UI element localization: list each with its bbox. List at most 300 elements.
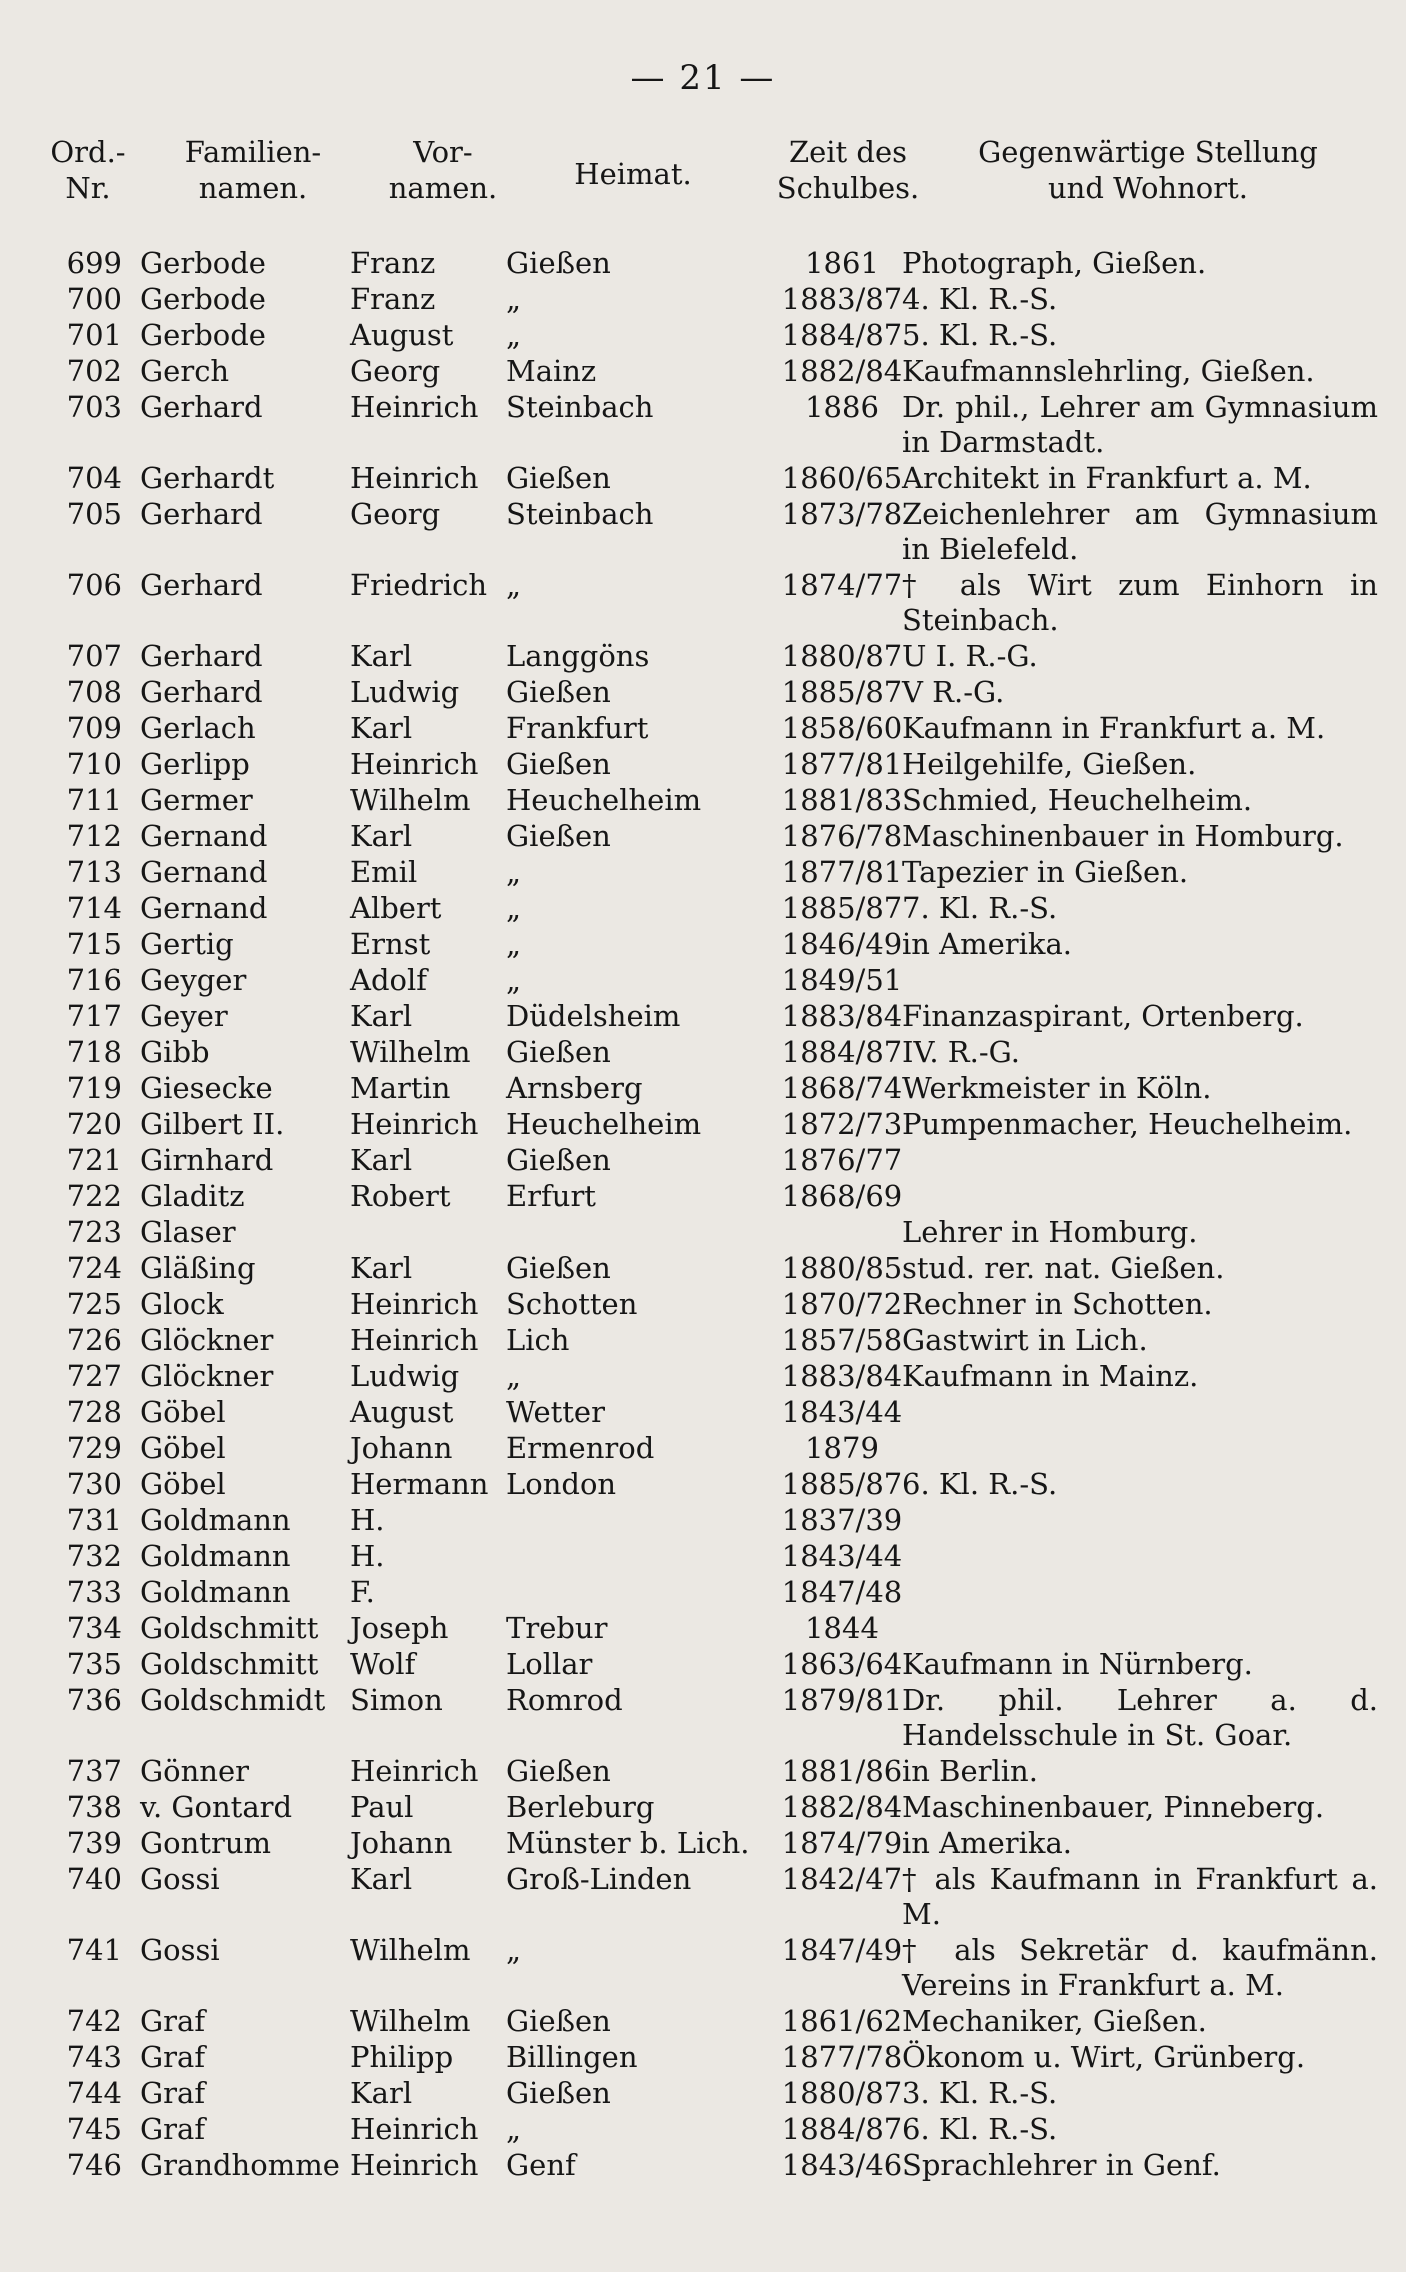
row-zeit: 1885/87 [781,891,903,925]
row-number: 736 [66,1683,122,1717]
row-familienname: Grandhomme [140,2148,340,2182]
table-row [48,318,1378,354]
row-vorname: Georg [350,497,441,531]
row-number: 731 [66,1503,122,1537]
table-row [48,461,1378,497]
table-header [48,134,1368,224]
row-vorname: Georg [350,354,441,388]
row-familienname: Girnhard [140,1143,274,1177]
row-heimat: Schotten [506,1287,638,1321]
row-zeit: 1877/81 [781,747,903,781]
row-zeit: 1881/83 [781,783,903,817]
page-number: — 21 — [630,58,776,98]
table-row [48,1790,1378,1826]
row-zeit: 1877/78 [781,2040,903,2074]
row-number: 706 [66,568,122,602]
table-row [48,855,1378,891]
row-familienname: Graf [140,2040,206,2074]
row-heimat: „ [506,1359,522,1393]
table-row [48,1683,1378,1754]
header-vornamen: Vor- namen. [388,135,498,205]
row-stellung: 6. Kl. R.-S. [902,2112,1058,2146]
row-heimat: Gießen [506,675,611,709]
row-heimat: „ [506,927,522,961]
row-heimat: Gießen [506,246,611,280]
table-row [48,1215,1378,1251]
row-heimat: Billingen [506,2040,638,2074]
row-number: 735 [66,1647,122,1681]
row-zeit: 1874/77 [781,568,903,602]
table-row [48,568,1378,639]
row-familienname: Geyer [140,999,228,1033]
row-zeit: 1847/48 [781,1575,903,1609]
row-zeit: 1885/87 [781,1467,903,1501]
row-number: 703 [66,390,122,424]
row-vorname: Wilhelm [350,2004,471,2038]
row-familienname: Geyger [140,963,247,997]
row-vorname: Hermann [350,1467,489,1501]
row-stellung: Gastwirt in Lich. [902,1323,1148,1357]
row-stellung: Schmied, Heuchelheim. [902,783,1253,817]
row-stellung: V R.-G. [902,675,1005,709]
row-familienname: Glock [140,1287,224,1321]
row-heimat: „ [506,855,522,889]
row-familienname: Gertig [140,927,234,961]
row-heimat: Trebur [506,1611,608,1645]
row-heimat: Mainz [506,354,597,388]
row-zeit: 1861/62 [781,2004,903,2038]
row-stellung: Architekt in Frankfurt a. M. [902,461,1312,495]
row-number: 729 [66,1431,122,1465]
row-familienname: Graf [140,2004,206,2038]
row-zeit: 1885/87 [781,675,903,709]
row-heimat: „ [506,568,522,602]
row-vorname: Simon [350,1683,443,1717]
row-stellung: Kaufmann in Mainz. [902,1359,1199,1393]
row-heimat: „ [506,963,522,997]
row-stellung: Kaufmannslehrling, Gießen. [902,354,1315,388]
row-heimat: Lich [506,1323,570,1357]
row-familienname: Goldmann [140,1575,291,1609]
row-stellung: Zeichenlehrer am Gymnasium in Bielefeld. [902,497,1378,566]
row-familienname: Göbel [140,1467,226,1501]
row-vorname: Robert [350,1179,451,1213]
row-vorname: Heinrich [350,2148,479,2182]
row-familienname: Gerhard [140,675,263,709]
row-familienname: Gladitz [140,1179,245,1213]
row-zeit: 1846/49 [781,927,903,961]
table-row [48,1754,1378,1790]
table-row [48,1359,1378,1395]
table-row [48,1933,1378,2004]
row-heimat: „ [506,282,522,316]
row-number: 704 [66,461,122,495]
row-heimat: „ [506,891,522,925]
table-row [48,1071,1378,1107]
row-number: 730 [66,1467,122,1501]
table-row [48,891,1378,927]
row-familienname: Gerhardt [140,461,275,495]
row-zeit: 1843/46 [781,2148,903,2182]
row-heimat: Gießen [506,2004,611,2038]
row-vorname: Franz [350,246,436,280]
table-row [48,1467,1378,1503]
row-number: 710 [66,747,122,781]
row-stellung: Pumpenmacher, Heuchelheim. [902,1107,1353,1141]
row-zeit: 1843/44 [781,1539,903,1573]
row-vorname: Wilhelm [350,783,471,817]
header-familiennamen: Familien- namen. [184,135,322,205]
table-row [48,497,1378,568]
row-zeit: 1868/74 [781,1071,903,1105]
row-zeit: 1876/78 [781,819,903,853]
row-familienname: Glaser [140,1215,236,1249]
row-number: 726 [66,1323,122,1357]
row-zeit: 1880/87 [781,2076,903,2110]
row-number: 708 [66,675,122,709]
row-vorname: Wilhelm [350,1035,471,1069]
table-row [48,2040,1378,2076]
row-zeit: 1882/84 [781,354,903,388]
row-zeit: 1884/87 [781,1035,903,1069]
row-number: 741 [66,1933,122,1967]
row-heimat: Heuchelheim [506,1107,702,1141]
row-familienname: Germer [140,783,253,817]
table-row [48,819,1378,855]
table-row [48,1143,1378,1179]
row-heimat: Romrod [506,1683,623,1717]
row-zeit: 1874/79 [781,1826,903,1860]
row-familienname: Gossi [140,1933,220,1967]
row-zeit: 1886 [805,390,879,424]
table-row [48,2148,1378,2184]
row-familienname: Giesecke [140,1071,273,1105]
row-stellung: Tapezier in Gießen. [902,855,1189,889]
row-vorname: Wilhelm [350,1933,471,1967]
row-familienname: Goldmann [140,1503,291,1537]
row-vorname: Heinrich [350,1323,479,1357]
row-number: 702 [66,354,122,388]
table-row [48,282,1378,318]
row-number: 743 [66,2040,122,2074]
row-number: 720 [66,1107,122,1141]
table-row [48,390,1378,461]
row-heimat: Gießen [506,461,611,495]
row-heimat: Gießen [506,1754,611,1788]
row-heimat: Steinbach [506,497,654,531]
row-heimat: „ [506,318,522,352]
row-familienname: Goldmann [140,1539,291,1573]
row-heimat: Lollar [506,1647,593,1681]
row-stellung: Kaufmann in Nürnberg. [902,1647,1253,1681]
row-stellung: Werkmeister in Köln. [902,1071,1212,1105]
row-familienname: Gilbert II. [140,1107,285,1141]
row-familienname: Gerhard [140,568,263,602]
row-heimat: Heuchelheim [506,783,702,817]
row-vorname: Heinrich [350,390,479,424]
row-vorname: Karl [350,999,413,1033]
row-number: 722 [66,1179,122,1213]
row-number: 732 [66,1539,122,1573]
row-vorname: Franz [350,282,436,316]
row-vorname: Martin [350,1071,451,1105]
row-vorname: Joseph [350,1611,449,1645]
row-vorname: Heinrich [350,461,479,495]
row-stellung: U I. R.-G. [902,639,1038,673]
row-number: 715 [66,927,122,961]
row-vorname: Karl [350,711,413,745]
row-stellung: IV. R.-G. [902,1035,1020,1069]
row-number: 714 [66,891,122,925]
row-stellung: stud. rer. nat. Gießen. [902,1251,1225,1285]
row-zeit: 1860/65 [781,461,903,495]
row-familienname: Gerlach [140,711,256,745]
row-familienname: Gontrum [140,1826,271,1860]
row-number: 745 [66,2112,122,2146]
row-vorname: Adolf [350,963,427,997]
row-vorname: Karl [350,819,413,853]
row-vorname: August [350,318,454,352]
row-heimat: Wetter [506,1395,605,1429]
row-heimat: Gießen [506,2076,611,2110]
table-row [48,711,1378,747]
row-stellung: † als Wirt zum Einhorn in Steinbach. [902,568,1378,637]
row-stellung: Dr. phil., Lehrer am Gymnasium in Darmstadt. [902,390,1378,459]
row-heimat: „ [506,2112,522,2146]
row-number: 701 [66,318,122,352]
row-number: 723 [66,1215,122,1249]
table-row [48,2004,1378,2040]
header-heimat: Heimat. [574,157,692,191]
table-row [48,783,1378,819]
row-vorname: Karl [350,2076,413,2110]
table-row [48,246,1378,282]
table-row [48,1647,1378,1683]
row-zeit: 1870/72 [781,1287,903,1321]
row-vorname: Paul [350,1790,414,1824]
row-heimat: Gießen [506,819,611,853]
table-row [48,1503,1378,1539]
row-zeit: 1876/77 [781,1143,903,1177]
row-zeit: 1858/60 [781,711,903,745]
row-stellung: † als Kaufmann in Frankfurt a. M. [902,1862,1378,1931]
row-familienname: Graf [140,2112,206,2146]
table-row [48,1575,1378,1611]
row-vorname: August [350,1395,454,1429]
table-row [48,1826,1378,1862]
row-vorname: Philipp [350,2040,454,2074]
table-row [48,1431,1378,1467]
row-heimat: Erfurt [506,1179,596,1213]
row-number: 725 [66,1287,122,1321]
row-familienname: Graf [140,2076,206,2110]
row-vorname: Ludwig [350,675,460,709]
table-row [48,639,1378,675]
header-stellung-und-wohnort: Gegenwärtige Stellung und Wohnort. [978,135,1318,205]
row-stellung: Heilgehilfe, Gießen. [902,747,1197,781]
row-number: 728 [66,1395,122,1429]
row-zeit: 1842/47 [781,1862,903,1896]
row-stellung: Maschinenbauer, Pinneberg. [902,1790,1325,1824]
row-familienname: Gerbode [140,282,266,316]
row-vorname: F. [350,1575,375,1609]
row-zeit: 1884/87 [781,2112,903,2146]
row-familienname: Gerhard [140,639,263,673]
row-heimat: Groß-Linden [506,1862,692,1896]
row-number: 716 [66,963,122,997]
table-row [48,1862,1378,1933]
row-number: 734 [66,1611,122,1645]
row-zeit: 1863/64 [781,1647,903,1681]
row-zeit: 1877/81 [781,855,903,889]
row-zeit: 1868/69 [781,1179,903,1213]
row-stellung: 5. Kl. R.-S. [902,318,1058,352]
row-zeit: 1882/84 [781,1790,903,1824]
row-vorname: Heinrich [350,1754,479,1788]
row-vorname: Heinrich [350,1107,479,1141]
row-heimat: Steinbach [506,390,654,424]
table-row [48,354,1378,390]
row-heimat: Genf [506,2148,576,2182]
row-familienname: Gernand [140,819,268,853]
row-familienname: Gibb [140,1035,210,1069]
row-vorname: Ernst [350,927,431,961]
table-row [48,1035,1378,1071]
row-number: 733 [66,1575,122,1609]
row-zeit: 1883/84 [781,999,903,1033]
row-stellung: 7. Kl. R.-S. [902,891,1058,925]
row-zeit: 1837/39 [781,1503,903,1537]
row-number: 721 [66,1143,122,1177]
row-number: 705 [66,497,122,531]
row-vorname: Karl [350,1251,413,1285]
row-familienname: Gerlipp [140,747,250,781]
row-stellung: Photograph, Gießen. [902,246,1207,280]
row-number: 737 [66,1754,122,1788]
row-heimat: Gießen [506,747,611,781]
table-row [48,1611,1378,1647]
table-row [48,1539,1378,1575]
row-familienname: Glöckner [140,1359,274,1393]
row-vorname: Heinrich [350,2112,479,2146]
row-stellung: Rechner in Schotten. [902,1287,1213,1321]
row-stellung: 4. Kl. R.-S. [902,282,1058,316]
row-familienname: Göbel [140,1431,226,1465]
row-number: 744 [66,2076,122,2110]
table-row [48,1251,1378,1287]
row-stellung: Mechaniker, Gießen. [902,2004,1207,2038]
row-number: 746 [66,2148,122,2182]
row-vorname: Heinrich [350,1287,479,1321]
row-familienname: Goldschmitt [140,1647,319,1681]
row-zeit: 1879 [805,1431,879,1465]
row-familienname: Gläßing [140,1251,256,1285]
table-row [48,2112,1378,2148]
row-stellung: Sprachlehrer in Genf. [902,2148,1221,2182]
header-ordnungsnummer: Ord.- Nr. [50,135,126,205]
row-number: 713 [66,855,122,889]
table-row [48,1395,1378,1431]
row-familienname: Gerch [140,354,230,388]
row-familienname: Gerhard [140,497,263,531]
row-zeit: 1883/84 [781,1359,903,1393]
row-familienname: Gerbode [140,246,266,280]
row-heimat: London [506,1467,617,1501]
row-number: 719 [66,1071,122,1105]
table-row [48,2076,1378,2112]
row-stellung: 6. Kl. R.-S. [902,1467,1058,1501]
table-row [48,1179,1378,1215]
register-table [48,246,1378,2184]
row-familienname: Gernand [140,855,268,889]
row-number: 712 [66,819,122,853]
row-number: 707 [66,639,122,673]
row-zeit: 1849/51 [781,963,903,997]
row-familienname: Göbel [140,1395,226,1429]
row-number: 700 [66,282,122,316]
row-heimat: Berleburg [506,1790,655,1824]
row-vorname: Wolf [350,1647,416,1681]
row-stellung: Dr. phil. Lehrer a. d. Handelsschule in St. Goar. [902,1683,1378,1752]
row-number: 742 [66,2004,122,2038]
row-familienname: Goldschmitt [140,1611,319,1645]
row-vorname: Johann [350,1431,453,1465]
table-row [48,927,1378,963]
row-zeit: 1872/73 [781,1107,903,1141]
row-stellung: Finanzaspirant, Ortenberg. [902,999,1304,1033]
row-vorname: Karl [350,1862,413,1896]
row-zeit: 1857/58 [781,1323,903,1357]
row-familienname: Goldschmidt [140,1683,326,1717]
row-zeit: 1881/86 [781,1754,903,1788]
row-stellung: 3. Kl. R.-S. [902,2076,1058,2110]
row-number: 717 [66,999,122,1033]
row-vorname: Karl [350,639,413,673]
table-row [48,675,1378,711]
header-zeit-des-schulbesuchs: Zeit des Schulbes. [776,135,920,205]
row-number: 739 [66,1826,122,1860]
row-stellung: Maschinenbauer in Homburg. [902,819,1344,853]
row-heimat: Düdelsheim [506,999,681,1033]
row-vorname: Karl [350,1143,413,1177]
row-familienname: Glöckner [140,1323,274,1357]
table-row [48,999,1378,1035]
row-vorname: Ludwig [350,1359,460,1393]
table-row [48,1287,1378,1323]
row-zeit: 1873/78 [781,497,903,531]
row-zeit: 1847/49 [781,1933,903,1967]
row-familienname: v. Gontard [140,1790,293,1824]
row-number: 699 [66,246,122,280]
row-vorname: Albert [350,891,442,925]
table-row [48,1107,1378,1143]
row-zeit: 1883/87 [781,282,903,316]
row-zeit: 1861 [805,246,879,280]
row-vorname: Johann [350,1826,453,1860]
row-stellung: Ökonom u. Wirt, Grünberg. [902,2040,1306,2074]
row-zeit: 1844 [805,1611,879,1645]
table-row [48,963,1378,999]
row-number: 740 [66,1862,122,1896]
row-stellung: in Amerika. [902,1826,1072,1860]
row-heimat: Arnsberg [506,1071,643,1105]
row-familienname: Gossi [140,1862,220,1896]
row-zeit: 1884/87 [781,318,903,352]
row-zeit: 1880/85 [781,1251,903,1285]
row-vorname: Friedrich [350,568,488,602]
row-number: 711 [66,783,122,817]
row-heimat: Langgöns [506,639,650,673]
